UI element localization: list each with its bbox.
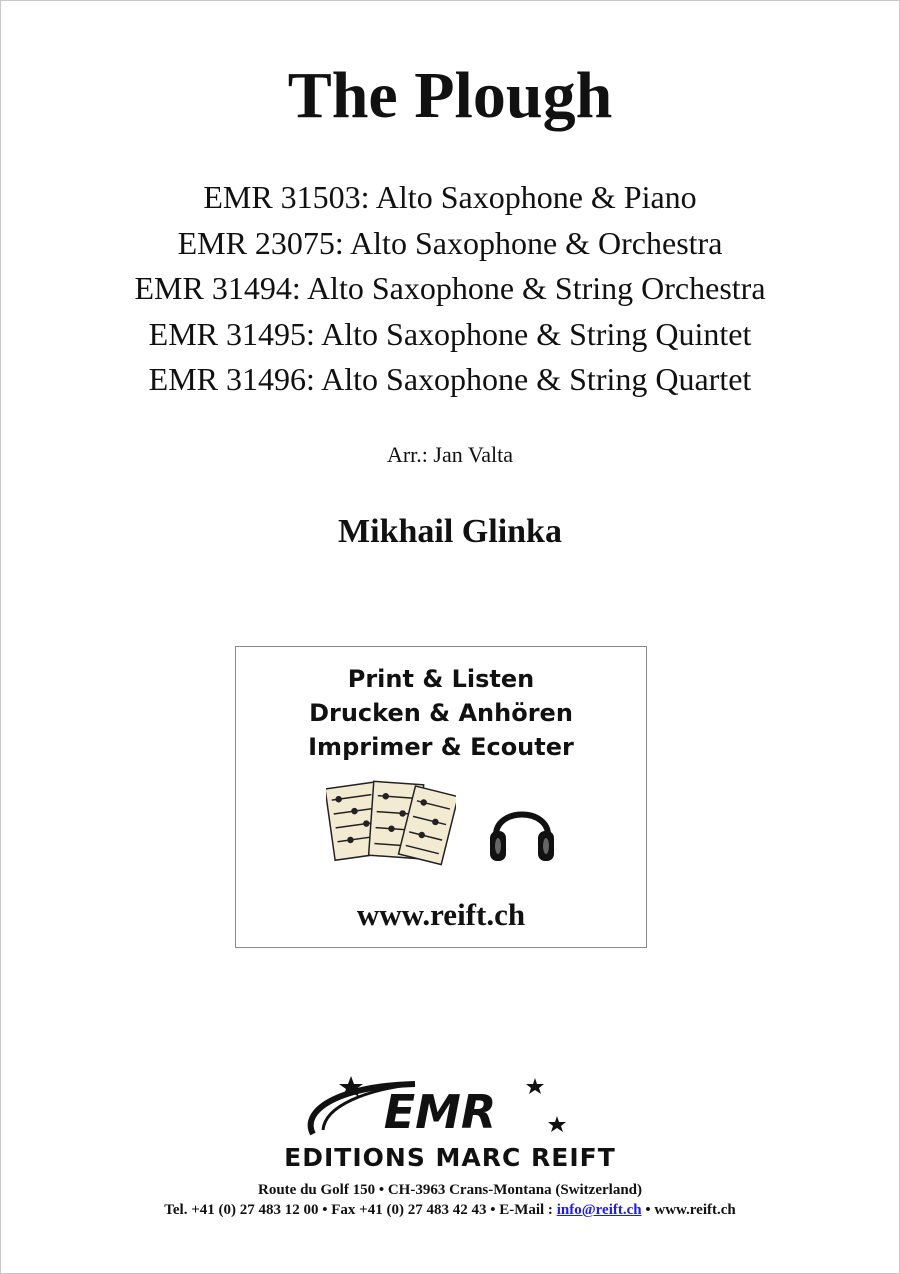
- promo-text: [236, 662, 646, 764]
- edition-item: EMR 31496: Alto Saxophone & String Quartet: [148, 361, 752, 397]
- contact-phone-fax: Tel. +41 (0) 27 483 12 00 • Fax +41 (0) 27 483 42 43 • E-Mail :: [164, 1202, 557, 1218]
- publisher-address: Route du Golf 150 • CH-3963 Crans-Montana (Switzerland): [258, 1182, 642, 1198]
- website-link[interactable]: www.reift.ch: [356, 897, 526, 932]
- promo-line-fr: Imprimer & Ecouter: [308, 733, 574, 761]
- edition-item: EMR 23075: Alto Saxophone & Orchestra: [177, 224, 723, 261]
- contact-website: • www.reift.ch: [641, 1202, 736, 1218]
- publisher-name: EDITIONS MARC REIFT: [284, 1143, 616, 1172]
- edition-item: EMR 31503: Alto Saxophone & Piano: [203, 179, 697, 215]
- arranger-credit: Arr.: Jan Valta: [386, 442, 514, 467]
- emr-logo: [295, 1072, 585, 1152]
- edition-list: [0, 175, 900, 403]
- sheet-music-icon: [326, 777, 456, 867]
- composer-name: Mikhail Glinka: [338, 513, 562, 550]
- edition-item: EMR 31495: Alto Saxophone & String Quintet: [148, 315, 752, 352]
- promo-line-en: Print & Listen: [347, 665, 535, 693]
- print-listen-box: [235, 646, 647, 948]
- page-title: The Plough: [287, 59, 613, 132]
- edition-item: EMR 31494: Alto Saxophone & String Orchestra: [134, 270, 766, 306]
- publisher-contact: [0, 1200, 900, 1220]
- headphones-icon: [486, 793, 558, 867]
- email-link[interactable]: info@reift.ch: [556, 1202, 642, 1218]
- emr-logo-text: EMR: [383, 1085, 497, 1139]
- promo-line-de: Drucken & Anhören: [309, 699, 573, 727]
